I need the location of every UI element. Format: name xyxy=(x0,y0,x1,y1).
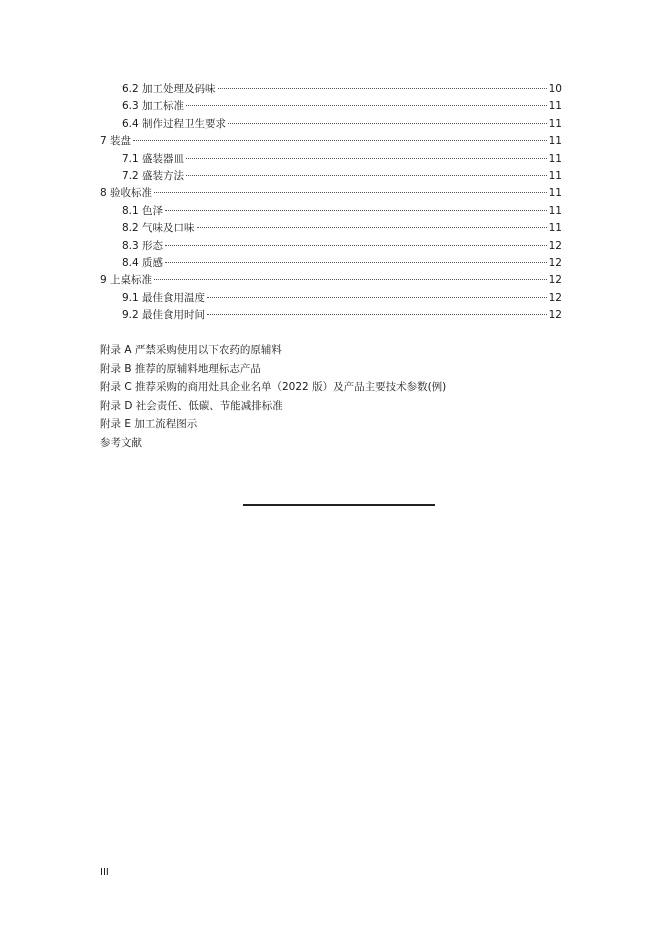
toc-entry-page: 11 xyxy=(548,117,562,130)
toc-entry-page: 11 xyxy=(548,204,562,217)
appendix-entry-e[interactable]: 附录 E 加工流程图示 xyxy=(100,418,198,430)
toc-entry[interactable] xyxy=(100,290,562,307)
appendix-entry-d[interactable]: 附录 D 社会责任、低碳、节能减排标准 xyxy=(100,399,283,412)
toc-entry[interactable] xyxy=(100,220,562,237)
dot-leader xyxy=(218,88,547,89)
dot-leader xyxy=(165,262,547,263)
toc-entry-label: 8 验收标准 xyxy=(100,187,153,200)
toc-entry-label: 9.1 最佳食用温度 xyxy=(122,291,206,304)
toc-entry-label: 7.1 盛装器皿 xyxy=(122,152,185,165)
toc-entry-page: 11 xyxy=(548,135,562,148)
dot-leader xyxy=(207,314,547,315)
dot-leader xyxy=(207,297,547,298)
toc-entry-page: 10 xyxy=(548,83,562,95)
page-number: III xyxy=(100,867,109,878)
dot-leader xyxy=(154,192,547,193)
toc-entry[interactable] xyxy=(100,151,562,168)
dot-leader xyxy=(165,245,547,246)
dot-leader xyxy=(228,123,547,124)
toc-entry-label: 8.3 形态 xyxy=(122,239,164,252)
dot-leader xyxy=(186,175,547,176)
toc-entry[interactable] xyxy=(100,116,562,133)
toc-entry-page: 12 xyxy=(548,239,562,252)
toc-entry-page: 11 xyxy=(548,187,562,200)
toc-entry-label: 6.2 加工处理及码味 xyxy=(122,83,216,95)
toc-entry[interactable] xyxy=(100,255,562,272)
toc-entry[interactable] xyxy=(100,307,562,324)
toc-entry[interactable] xyxy=(100,98,562,115)
toc-entry-page: 12 xyxy=(548,309,562,322)
toc-entry[interactable] xyxy=(100,185,562,202)
toc-entry-page: 11 xyxy=(548,100,562,113)
toc-entry-page: 12 xyxy=(548,274,562,287)
toc-entry[interactable] xyxy=(100,272,562,289)
toc-entry-label: 6.4 制作过程卫生要求 xyxy=(122,117,227,130)
toc-entry[interactable] xyxy=(100,168,562,185)
dot-leader xyxy=(133,140,547,141)
toc-entry[interactable] xyxy=(100,133,562,150)
toc-entry-label: 9 上桌标准 xyxy=(100,274,153,287)
toc-entry-label: 8.4 质感 xyxy=(122,256,164,269)
toc-entry-page: 11 xyxy=(548,152,562,165)
appendix-entry-a[interactable]: 附录 A 严禁采购使用以下农药的原辅料 xyxy=(100,344,282,356)
toc-entry-label: 9.2 最佳食用时间 xyxy=(122,309,206,322)
dot-leader xyxy=(186,105,547,106)
dot-leader xyxy=(186,158,547,159)
toc-entry-page: 11 xyxy=(548,222,562,235)
toc-entry-label: 6.3 加工标准 xyxy=(122,100,185,113)
end-rule-divider xyxy=(243,504,435,506)
toc-entry-label: 8.1 色泽 xyxy=(122,204,164,217)
references-entry[interactable]: 参考文献 xyxy=(100,436,142,449)
dot-leader xyxy=(154,279,547,280)
toc-entry[interactable] xyxy=(100,81,562,98)
toc-entry-label: 7 装盘 xyxy=(100,135,132,148)
dot-leader xyxy=(165,210,547,211)
appendix-list xyxy=(100,341,446,452)
toc-entry-label: 8.2 气味及口味 xyxy=(122,222,195,235)
table-of-contents xyxy=(100,81,562,324)
toc-entry-page: 12 xyxy=(548,291,562,304)
toc-entry[interactable] xyxy=(100,238,562,255)
toc-entry-label: 7.2 盛装方法 xyxy=(122,169,185,182)
appendix-entry-c[interactable]: 附录 C 推荐采购的商用灶具企业名单（2022 版）及产品主要技术参数(例) xyxy=(100,381,447,393)
toc-entry-page: 12 xyxy=(548,256,562,269)
appendix-entry-b[interactable]: 附录 B 推荐的原辅料地理标志产品 xyxy=(100,362,261,375)
dot-leader xyxy=(197,227,547,228)
toc-entry-page: 11 xyxy=(548,169,562,182)
toc-entry[interactable] xyxy=(100,203,562,220)
